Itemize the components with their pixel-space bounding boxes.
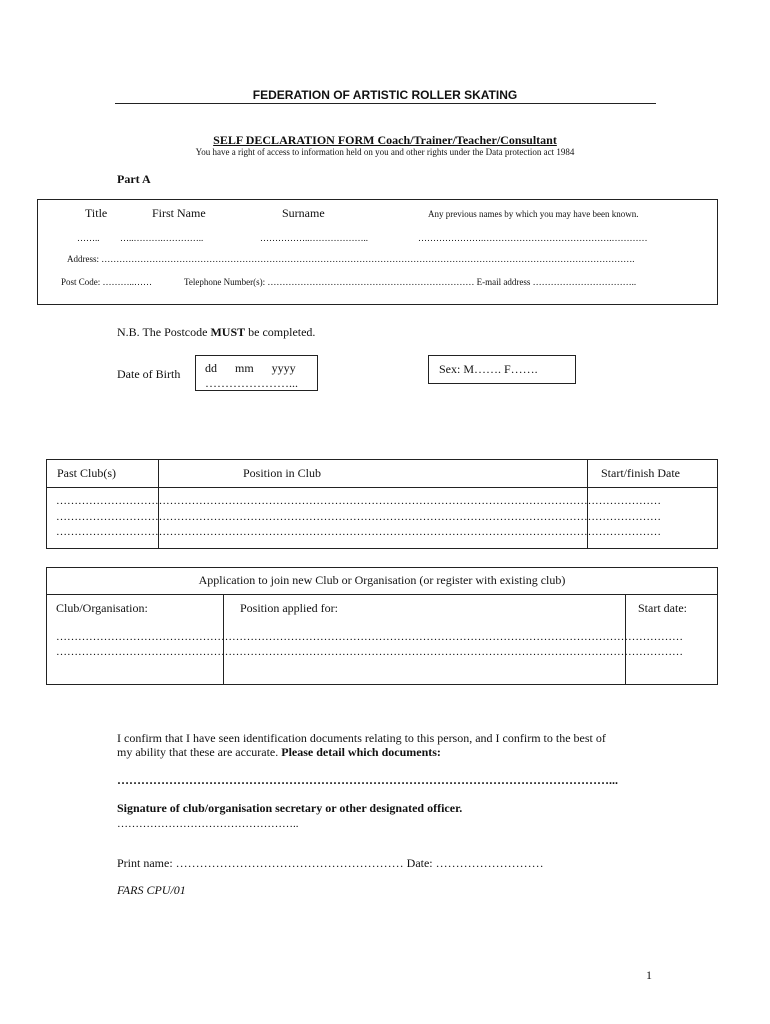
first-name-field[interactable]: …..……….………….. <box>120 233 204 243</box>
past-club-row[interactable]: ………………………………………………………………………………………………………………………………………………… <box>56 495 661 507</box>
address-field[interactable]: Address: ……………………………………………………………………………………………………………………………………………………………. <box>67 254 635 264</box>
past-clubs-header-rule <box>47 487 717 488</box>
org-title: FEDERATION OF ARTISTIC ROLLER SKATING <box>252 88 518 102</box>
past-clubs-table <box>46 459 718 549</box>
page-number: 1 <box>646 968 652 982</box>
first-name-label: First Name <box>152 206 206 220</box>
postcode-note: N.B. The Postcode MUST be completed. <box>117 325 316 339</box>
surname-field[interactable]: ……………..……………….. <box>260 233 368 243</box>
dob-label: Date of Birth <box>117 367 181 381</box>
declaration-line-1: I confirm that I have seen identification documents relating to this person, and I confirm to the best of <box>117 731 606 745</box>
declaration-line-2: my ability that these are accurate. Please detail which documents: <box>117 745 441 759</box>
start-finish-date-header: Start/finish Date <box>601 466 680 480</box>
signature-field[interactable]: ………………………………………….. <box>117 818 299 830</box>
title-field[interactable]: …….. <box>77 233 100 243</box>
club-organisation-header: Club/Organisation: <box>56 601 148 615</box>
dob-format: dd mm yyyy <box>205 361 296 375</box>
part-a-label: Part A <box>117 172 151 186</box>
dob-field[interactable]: …………………... <box>205 376 298 390</box>
postcode-field[interactable]: Post Code: ………..…… <box>61 277 153 287</box>
past-clubs-header: Past Club(s) <box>57 466 117 480</box>
form-subtitle: You have a right of access to information held on you and other rights under the Data protection act 1984 <box>195 147 575 157</box>
surname-label: Surname <box>282 206 325 220</box>
documents-field[interactable]: ……………………………………………………………………………………………………………... <box>117 773 618 787</box>
application-table <box>46 567 718 685</box>
start-date-header: Start date: <box>638 601 687 615</box>
application-row[interactable]: ……………………………………………………………………………………………………………………………………………………… <box>56 631 683 643</box>
signature-label: Signature of club/organisation secretary or other designated officer. <box>117 801 463 815</box>
form-title: SELF DECLARATION FORM Coach/Trainer/Teacher/Consultant <box>213 133 557 147</box>
position-applied-header: Position applied for: <box>240 601 338 615</box>
personal-details-box <box>37 199 718 305</box>
sex-box[interactable] <box>428 355 576 384</box>
header-rule <box>115 103 656 104</box>
dob-box[interactable] <box>195 355 318 391</box>
past-club-row[interactable]: ………………………………………………………………………………………………………………………………………………… <box>56 511 661 523</box>
application-title-rule <box>47 594 717 595</box>
position-in-club-header: Position in Club <box>243 466 322 480</box>
telephone-email-field[interactable]: Telephone Number(s): …………………………………………………………… E-mail address …………………………….. <box>184 277 637 287</box>
previous-names-label: Any previous names by which you may have been known. <box>428 209 639 219</box>
title-label: Title <box>85 206 108 220</box>
previous-names-field[interactable]: ………………….…………………………………….………… <box>418 233 648 243</box>
print-name-date-field[interactable]: Print name: ………………………………………………… Date: ……………………… <box>117 856 544 870</box>
application-title: Application to join new Club or Organisation (or register with existing club) <box>198 573 566 587</box>
past-club-row[interactable]: ………………………………………………………………………………………………………………………………………………… <box>56 526 661 538</box>
application-row[interactable]: ……………………………………………………………………………………………………………………………………………………… <box>56 646 683 658</box>
sex-field[interactable]: Sex: M……. F……. <box>439 362 538 376</box>
form-reference: FARS CPU/01 <box>117 883 186 897</box>
